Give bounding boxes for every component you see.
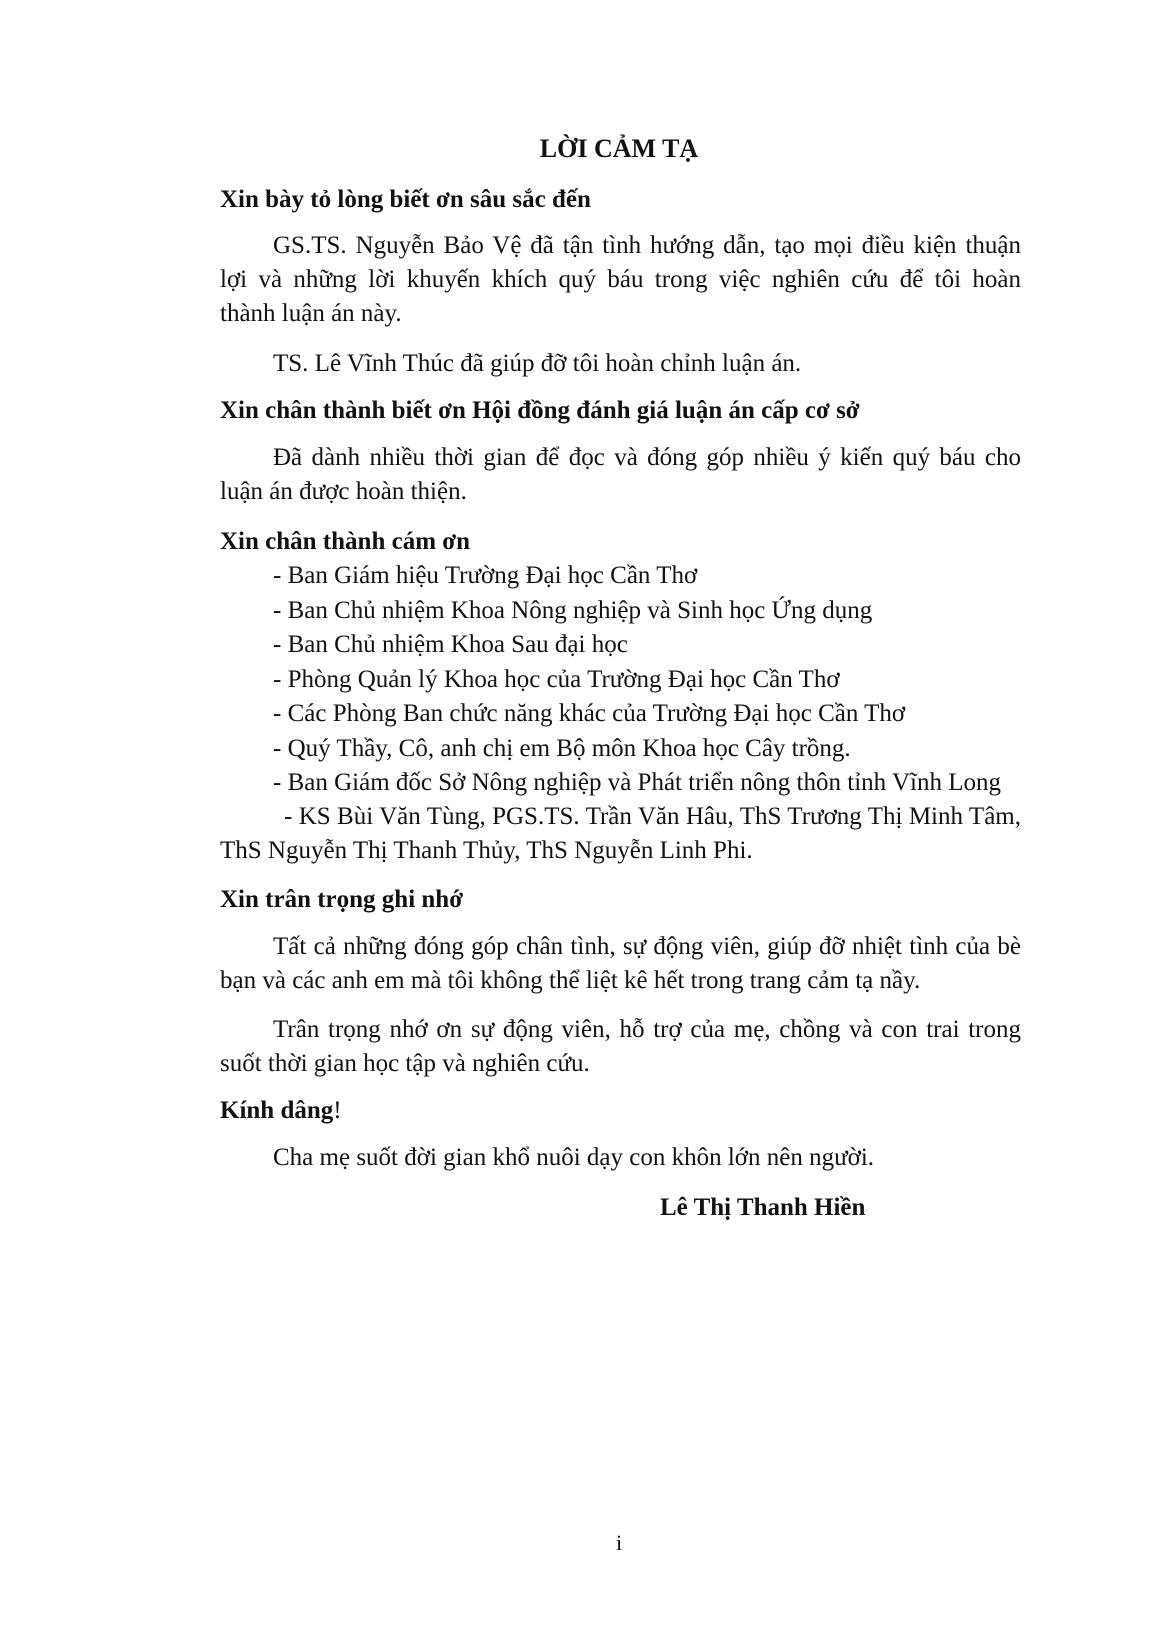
section-heading-gratitude: Xin bày tỏ lòng biết ơn sâu sắc đến (220, 186, 591, 213)
page-number: i (615, 1530, 623, 1555)
list-item: - Các Phòng Ban chức năng khác của Trường Đại học Cần Thơ (273, 700, 906, 727)
paragraph-line: thành luận án này. (220, 300, 402, 327)
list-item: - Ban Giám đốc Sở Nông nghiệp và Phát triển nông thôn tỉnh Vĩnh Long (273, 769, 1001, 796)
paragraph-line: Trân trọng nhớ ơn sự động viên, hỗ trợ của mẹ, chồng và con trai trong (273, 1016, 1021, 1043)
paragraph-line: bạn và các anh em mà tôi không thể liệt kê hết trong trang cảm tạ nầy. (220, 967, 921, 994)
section-heading-dedication (220, 1096, 342, 1126)
paragraph-line: TS. Lê Vĩnh Thúc đã giúp đỡ tôi hoàn chỉnh luận án. (273, 350, 802, 377)
paragraph-line: lợi và những lời khuyến khích quý báu trong việc nghiên cứu để tôi hoàn (220, 266, 1021, 293)
list-item: - Ban Chủ nhiệm Khoa Sau đại học (273, 631, 628, 658)
list-item: - Ban Chủ nhiệm Khoa Nông nghiệp và Sinh học Ứng dụng (273, 597, 873, 624)
list-item: - KS Bùi Văn Tùng, PGS.TS. Trần Văn Hâu, ThS Trương Thị Minh Tâm, (284, 803, 1021, 830)
list-item: - Quý Thầy, Cô, anh chị em Bộ môn Khoa học Cây trồng. (273, 735, 851, 762)
list-item: - Phòng Quản lý Khoa học của Trường Đại học Cần Thơ (273, 666, 840, 693)
dedication-heading-suffix: ! (333, 1097, 342, 1124)
author-signature: Lê Thị Thanh Hiền (660, 1194, 866, 1221)
section-heading-council: Xin chân thành biết ơn Hội đồng đánh giá luận án cấp cơ sở (220, 397, 860, 424)
section-heading-remember: Xin trân trọng ghi nhớ (220, 886, 464, 913)
list-item-continuation: ThS Nguyễn Thị Thanh Thủy, ThS Nguyễn Linh Phi. (220, 837, 753, 864)
section-heading-thanks: Xin chân thành cám ơn (220, 528, 471, 555)
list-item: - Ban Giám hiệu Trường Đại học Cần Thơ (273, 562, 698, 589)
paragraph-line: Tất cả những đóng góp chân tình, sự động viên, giúp đỡ nhiệt tình của bè (273, 933, 1021, 960)
paragraph-line: GS.TS. Nguyễn Bảo Vệ đã tận tình hướng dẫn, tạo mọi điều kiện thuận (273, 232, 1021, 259)
paragraph-line: Đã dành nhiều thời gian để đọc và đóng góp nhiều ý kiến quý báu cho (273, 444, 1021, 471)
page-title: LỜI CẢM TẠ (539, 134, 699, 163)
paragraph-line: luận án được hoàn thiện. (220, 478, 467, 505)
paragraph-line: Cha mẹ suốt đời gian khổ nuôi dạy con khôn lớn nên người. (273, 1144, 875, 1171)
paragraph-line: suốt thời gian học tập và nghiên cứu. (220, 1050, 590, 1077)
dedication-heading-text: Kính dâng (220, 1097, 334, 1124)
